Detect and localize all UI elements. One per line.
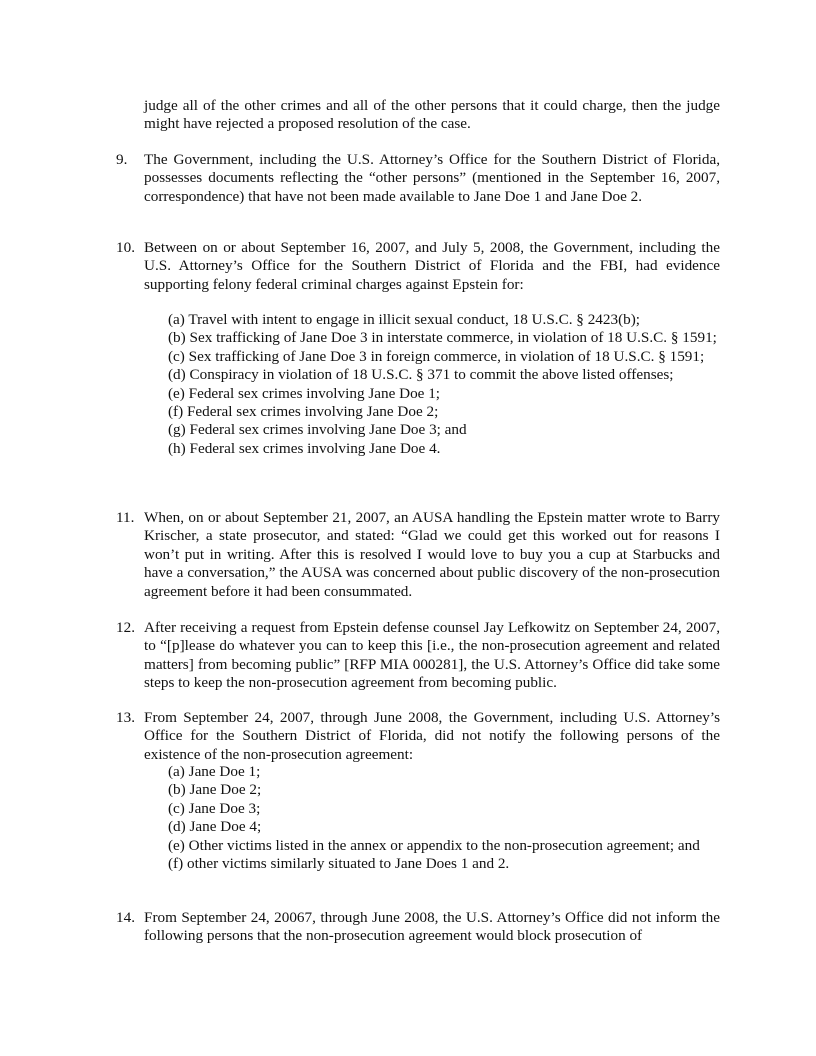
item-11-number: 11. xyxy=(116,509,135,526)
item-14-text: From September 24, 20067, through June 2008, the U.S. Attorney’s Office did not inform the following persons that the non-prosecution agreement would block prosecution of xyxy=(144,909,720,945)
item-13-sub-c: (c) Jane Doe 3; xyxy=(168,799,261,817)
item-10-sub-g: (g) Federal sex crimes involving Jane Doe 3; and xyxy=(168,421,467,439)
item-13-number: 13. xyxy=(116,709,135,726)
item-13-sub-f: (f) other victims similarly situated to Jane Does 1 and 2. xyxy=(168,855,510,873)
item-9-text: The Government, including the U.S. Attorney’s Office for the Southern District of Florida, possesses documents reflecting the “other persons” (mentioned in the September 16, 2007, correspondence) that have not been made available to Jane Doe 1 and Jane Doe 2. xyxy=(144,151,720,205)
item-10-text: Between on or about September 16, 2007, and July 5, 2008, the Government, including the U.S. Attorney’s Office for the Southern District of Florida and the FBI, had evidence supporting felony federal criminal charges against Epstein for: xyxy=(144,239,720,293)
item-10-sub-a: (a) Travel with intent to engage in illicit sexual conduct, 18 U.S.C. § 2423(b); xyxy=(168,311,641,328)
item-10-sub-f: (f) Federal sex crimes involving Jane Doe 2; xyxy=(168,403,439,421)
item-13-sub-e: (e) Other victims listed in the annex or appendix to the non-prosecution agreement; and xyxy=(168,836,700,854)
item-11-text: When, on or about September 21, 2007, an AUSA handling the Epstein matter wrote to Barry Krischer, a state prosecutor, and stated: “Glad we could get this worked out for reasons I won’t put in writing. After this is resolved I would love to buy you a cup at Starbucks and have a conversation,” the AUSA was concerned about public discovery of the non-prosecution agreement before it had been consummated. xyxy=(144,509,720,600)
item-13-sublist xyxy=(168,763,720,873)
item-13-text: From September 24, 2007, through June 2008, the Government, including U.S. Attorney’s Office for the Southern District of Florida, did not notify the following persons of the existence of the non-prosecution agreement: xyxy=(144,709,720,763)
item-10-sub-e: (e) Federal sex crimes involving Jane Doe 1; xyxy=(168,384,441,402)
item-13-sub-d: (d) Jane Doe 4; xyxy=(168,818,262,836)
item-10-sub-c: (c) Sex trafficking of Jane Doe 3 in foreign commerce, in violation of 18 U.S.C. § 1591; xyxy=(168,347,705,365)
item-12-text: After receiving a request from Epstein defense counsel Jay Lefkowitz on September 24, 2007, to “[p]lease do whatever you can to keep this [i.e., the non-prosecution agreement and related matters] from becoming public” [RFP MIA 000281], the U.S. Attorney’s Office did take some steps to keep the non-prosecution agreement from becoming public. xyxy=(144,619,720,692)
item-12-number: 12. xyxy=(116,619,135,636)
item-10-sublist xyxy=(168,311,720,458)
item-10-sub-h: (h) Federal sex crimes involving Jane Doe 4. xyxy=(168,439,441,457)
item-13-sub-a: (a) Jane Doe 1; xyxy=(168,763,261,780)
intro-paragraph: judge all of the other crimes and all of the other persons that it could charge, then the judge might have rejected a proposed resolution of the case. xyxy=(144,97,720,133)
item-13-sub-b: (b) Jane Doe 2; xyxy=(168,781,262,799)
item-10-sub-b: (b) Sex trafficking of Jane Doe 3 in interstate commerce, in violation of 18 U.S.C. § 1591; xyxy=(168,329,717,347)
item-9-number: 9. xyxy=(116,151,128,168)
item-14-number: 14. xyxy=(116,909,135,926)
item-10-number: 10. xyxy=(116,239,135,256)
item-10-sub-d: (d) Conspiracy in violation of 18 U.S.C. § 371 to commit the above listed offenses; xyxy=(168,366,674,384)
